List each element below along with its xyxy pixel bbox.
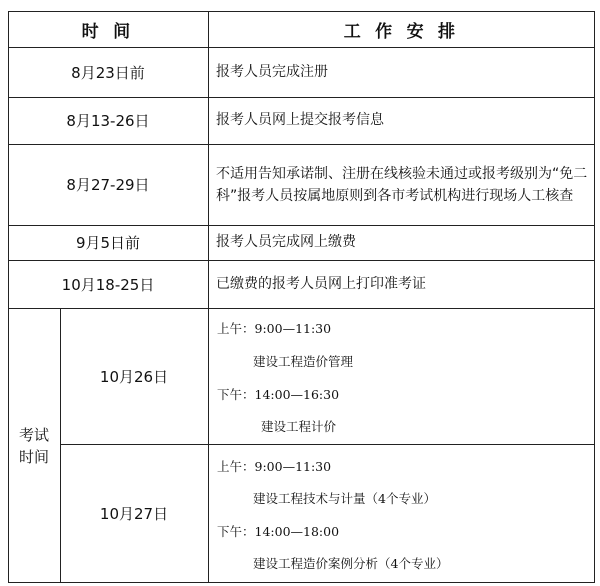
exam-pm-subject: 建设工程计价 [261, 419, 337, 434]
exam-am-time: 上午：9:00—11:30 [217, 321, 332, 336]
row-date: 10月18-25日 [61, 275, 155, 294]
row-date: 8月27-29日 [66, 176, 150, 194]
header-time: 时 间 [81, 21, 135, 42]
exam-schedule-table [8, 11, 595, 583]
row-date: 8月13-26日 [66, 112, 150, 130]
exam-pm-time: 下午：14:00—16:30 [217, 387, 340, 402]
exam-day-date: 10月27日 [99, 504, 169, 523]
row-date: 8月23日前 [71, 63, 145, 82]
exam-am-time: 上午：9:00—11:30 [217, 459, 332, 474]
exam-pm-subject: 建设工程造价案例分析（4个专业） [253, 556, 449, 571]
row-task: 已缴费的报考人员网上打印准考证 [216, 275, 426, 292]
row-task: 报考人员完成注册 [216, 63, 328, 80]
exam-day-date: 10月26日 [99, 367, 169, 386]
row-date: 9月5日前 [75, 234, 141, 252]
exam-time-label: 考试时间 [19, 425, 50, 466]
row-task: 报考人员完成网上缴费 [216, 234, 356, 250]
exam-am-subject: 建设工程造价管理 [253, 354, 354, 369]
exam-am-subject: 建设工程技术与计量（4个专业） [253, 491, 436, 506]
header-schedule: 工 作 安 排 [343, 21, 460, 42]
row-task: 不适用告知承诺制、注册在线核验未通过或报考级别为“免二科”报考人员按属地原则到各市考试机构进行现场人工核查 [216, 165, 588, 204]
row-task: 报考人员网上提交报考信息 [216, 112, 384, 128]
exam-time-label-cell [8, 308, 60, 583]
table-border-bottom [8, 582, 595, 583]
exam-pm-time: 下午：14:00—18:00 [217, 524, 340, 539]
